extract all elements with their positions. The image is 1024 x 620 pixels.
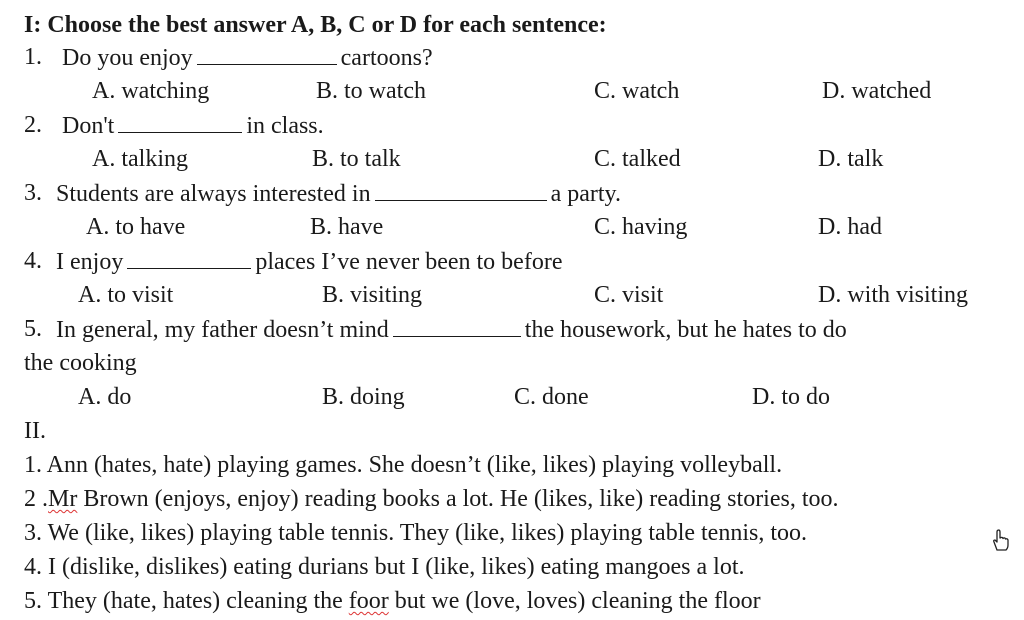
option-d: D. watched: [822, 78, 932, 104]
question-3: 3. Students are always interested in a party.: [0, 176, 1024, 210]
option-a: A. talking: [92, 146, 188, 172]
question-1-options: [0, 74, 1024, 108]
question-4-options: [0, 278, 1024, 312]
question-5: 5. In general, my father doesn’t mind the housework, but he hates to do: [0, 312, 1024, 346]
option-b: B. doing: [322, 384, 405, 410]
option-d: D. had: [818, 214, 882, 240]
option-b: B. to talk: [312, 146, 401, 172]
exercise-2-item-2: 2 .Mr Brown (enjoys, enjoy) reading books a lot. He (likes, like) reading stories, too.: [24, 486, 839, 512]
answer-blank: [197, 40, 337, 65]
question-3-options: [0, 210, 1024, 244]
hand-pointer-icon: [990, 528, 1012, 552]
exercise-2-item-3: 3. We (like, likes) playing table tennis. They (like, likes) playing table tennis, too.: [24, 520, 808, 546]
option-c: C. visit: [594, 282, 664, 308]
section-1-heading: I: Choose the best answer A, B, C or D for each sentence:: [24, 12, 607, 38]
question-5-continuation: the cooking: [24, 350, 137, 376]
spellcheck-flagged-word: foor: [348, 588, 389, 614]
option-a: A. to have: [86, 214, 186, 240]
question-1: 1. Do you enjoy cartoons?: [0, 40, 1024, 74]
answer-blank: [375, 176, 547, 201]
option-c: C. having: [594, 214, 688, 240]
spellcheck-flagged-word: Mr: [48, 486, 78, 512]
option-d: D. to do: [752, 384, 830, 410]
answer-blank: [118, 108, 242, 133]
option-b: B. to watch: [316, 78, 426, 104]
option-a: A. watching: [92, 78, 210, 104]
answer-blank: [393, 312, 521, 337]
option-b: B. visiting: [322, 282, 423, 308]
option-a: A. do: [78, 384, 132, 410]
section-2-heading: II.: [24, 418, 46, 444]
exercise-2-item-4: 4. I (dislike, dislikes) eating durians but I (like, likes) eating mangoes a lot.: [24, 554, 745, 580]
option-c: C. done: [514, 384, 589, 410]
option-c: C. watch: [594, 78, 680, 104]
option-d: D. talk: [818, 146, 884, 172]
exercise-2-item-1: 1. Ann (hates, hate) playing games. She doesn’t (like, likes) playing volleyball.: [24, 452, 783, 478]
option-a: A. to visit: [78, 282, 174, 308]
question-4: 4. I enjoy places I’ve never been to before: [0, 244, 1024, 278]
exercise-2-item-5: 5. They (hate, hates) cleaning the foor but we (love, loves) cleaning the floor: [24, 588, 761, 614]
question-2: 2. Don't in class.: [0, 108, 1024, 142]
question-2-options: [0, 142, 1024, 176]
question-5-options: [0, 380, 1024, 414]
option-b: B. have: [310, 214, 384, 240]
option-d: D. with visiting: [818, 282, 969, 308]
answer-blank: [127, 244, 251, 269]
option-c: C. talked: [594, 146, 681, 172]
